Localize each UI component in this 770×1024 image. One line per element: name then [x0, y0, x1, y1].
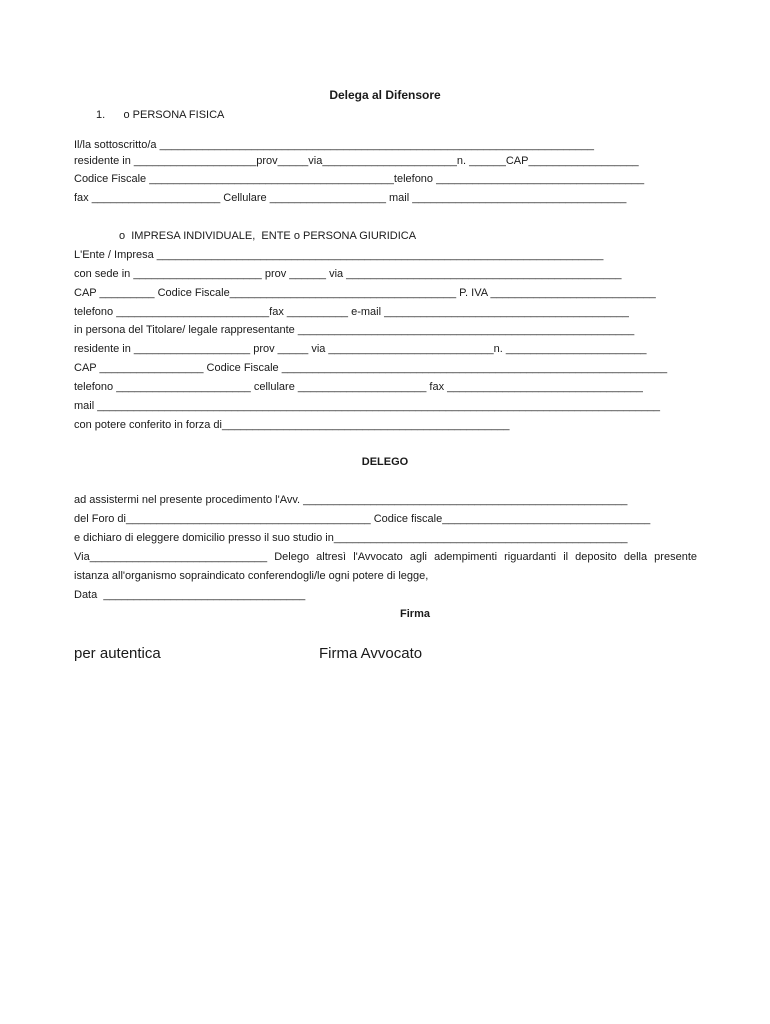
- section-persona-fisica-heading: 1. o PERSONA FISICA: [96, 109, 225, 121]
- field-line-residente: residente in ____________________prov_____via______________________n. ______CAP__________________: [74, 155, 639, 167]
- section-impresa-heading: o IMPRESA INDIVIDUALE, ENTE o PERSONA GIURIDICA: [119, 230, 417, 242]
- field-line-ente: L'Ente / Impresa _________________________________________________________________________: [74, 249, 604, 261]
- field-line-domicilio: e dichiaro di eleggere domicilio presso il suo studio in________________________________________________: [74, 532, 628, 544]
- field-line-sottoscritto: Il/la sottoscritto/a _______________________________________________________________________: [74, 139, 594, 151]
- field-line-residente-2: residente in ___________________ prov _____ via ___________________________n. _______________________: [74, 343, 647, 355]
- document-title: Delega al Difensore: [329, 88, 441, 102]
- field-line-foro: del Foro di________________________________________ Codice fiscale__________________________________: [74, 513, 651, 525]
- field-line-sede: con sede in _____________________ prov ______ via _____________________________________________: [74, 268, 622, 280]
- field-line-codice-fiscale: Codice Fiscale ________________________________________telefono __________________________________: [74, 173, 645, 185]
- text-line-istanza: istanza all'organismo sopraindicato conferendogli/le ogni potere di legge,: [74, 570, 429, 582]
- field-line-data: Data _________________________________: [74, 589, 306, 601]
- per-autentica-label: per autentica: [74, 645, 161, 662]
- field-line-telefono-cellulare: telefono ______________________ cellulare _____________________ fax ________________________________: [74, 381, 643, 393]
- firma-avvocato-label: Firma Avvocato: [319, 645, 423, 662]
- field-line-fax: fax _____________________ Cellulare ___________________ mail ___________________________________: [74, 192, 627, 204]
- delego-heading: DELEGO: [361, 456, 409, 468]
- field-line-potere: con potere conferito in forza di_______________________________________________: [74, 419, 510, 431]
- field-line-telefono-email: telefono _________________________fax __________ e-mail ________________________________________: [74, 306, 629, 318]
- field-line-avvocato: ad assistermi nel presente procedimento l'Avv. _____________________________________________________: [74, 494, 628, 506]
- firma-label: Firma: [400, 608, 430, 620]
- field-line-via-delego: Via_____________________________ Delego altresì l'Avvocato agli adempimenti riguardanti il deposito della presente: [74, 551, 697, 563]
- field-line-cap-cf: CAP _________________ Codice Fiscale _______________________________________________________________: [74, 362, 668, 374]
- field-line-rappresentante: in persona del Titolare/ legale rappresentante _______________________________________________________: [74, 324, 635, 336]
- field-line-cap-piva: CAP _________ Codice Fiscale_____________________________________ P. IVA ___________________________: [74, 287, 656, 299]
- field-line-mail: mail ____________________________________________________________________________________________: [74, 400, 661, 412]
